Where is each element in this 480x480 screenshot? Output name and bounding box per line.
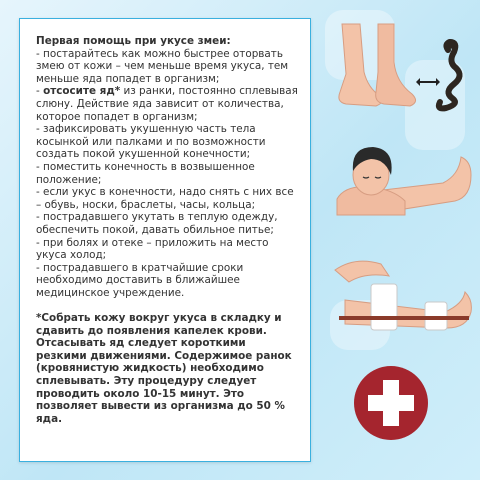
list-item: - если укус в конечности, надо снять с них все – обувь, носки, браслеты, часы, кольца;	[36, 186, 294, 211]
list-item: - при болях и отеке – приложить на место укуса холод;	[36, 236, 269, 262]
list-item: - поместить конечность в возвышенное положение;	[36, 160, 255, 186]
medical-cross-icon	[354, 366, 428, 440]
list-item: - пострадавшего в кратчайшие сроки необходимо доставить в ближайшее медицинское учреждение.	[36, 261, 244, 299]
arrow-head-left	[416, 78, 420, 86]
leg	[345, 292, 471, 328]
splint	[339, 316, 469, 320]
bandaged-leg-splint-illustration	[325, 250, 475, 340]
list-item: - зафиксировать укушенную часть тела косынкой или палками и по возможности создать покой укушенной конечности;	[36, 123, 266, 161]
list-item: - пострадавшего укутать в теплую одежду, обеспечить покой, давать обильное питье;	[36, 211, 278, 236]
hand	[335, 261, 389, 282]
bare-feet-snake-illustration	[320, 22, 470, 122]
bandage	[371, 284, 397, 330]
snake-icon	[439, 42, 460, 108]
first-aid-text-card	[19, 18, 311, 462]
card-title: Первая помощь при укусе змеи:	[36, 35, 231, 47]
person-resting-leg-illustration	[335, 135, 475, 235]
spacer	[36, 299, 298, 312]
list-item: - постарайтесь как можно быстрее оторвать змею от кожи – чем меньше время укуса, тем меньше яда попадет в организм;	[36, 47, 289, 85]
snake-head	[445, 39, 455, 49]
list-item-bold: отсосите яд*	[43, 85, 121, 98]
arrow-head-right	[436, 78, 440, 86]
list-item	[36, 85, 298, 123]
list-item-prefix: -	[36, 85, 44, 98]
leg-right	[376, 24, 416, 106]
list-item-text: из ранки, постоянно сплевывая слюну. Действие яда зависит от количества, которое попадет в организм;	[36, 85, 298, 123]
cross-horizontal-bar	[368, 395, 414, 411]
footnote: *Собрать кожу вокруг укуса в складку и сдавить до появления капелек крови. Отсасывать яд следует короткими резкими движениями. Содержимое ранок (кровянистую жидкость) необходимо сплевывать. Эту процедуру следует проводить около 10-15 минут. Это позволяет вывести из организма до 50 % яда.	[36, 312, 292, 425]
